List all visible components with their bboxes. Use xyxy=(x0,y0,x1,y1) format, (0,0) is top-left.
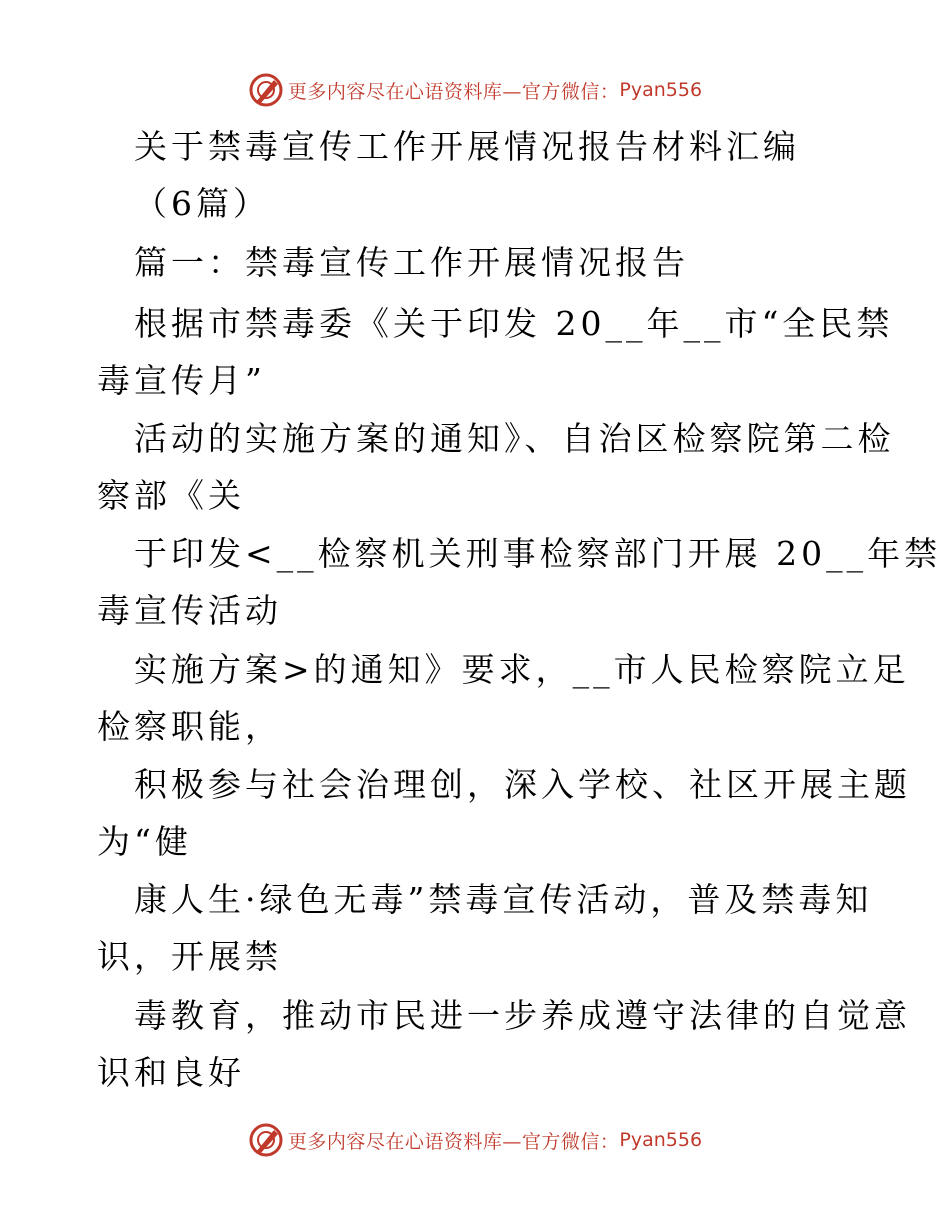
text-line: 检察职能， xyxy=(97,707,282,746)
text-line: 康人生·绿色无毒”禁毒宣传活动，普及禁毒知 xyxy=(134,880,873,919)
pen-logo-icon xyxy=(248,1122,284,1158)
text-line: 于印发<__检察机关刑事检察部门开展 20__年禁 xyxy=(134,534,942,573)
banner-wechat-id: Pyan556 xyxy=(619,79,703,101)
banner-wechat-id: Pyan556 xyxy=(619,1129,703,1151)
text-line: 实施方案>的通知》要求，__市人民检察院立足 xyxy=(134,650,910,689)
document-title: 关于禁毒宣传工作开展情况报告材料汇编 xyxy=(134,127,800,166)
banner-text: 更多内容尽在心语资料库—官方微信： xyxy=(287,80,620,103)
text-line: 活动的实施方案的通知》、自治区检察院第二检 xyxy=(134,419,895,458)
text-line: 识，开展禁 xyxy=(97,937,282,976)
footer-watermark-banner xyxy=(0,1120,950,1160)
text-line: 识和良好 xyxy=(97,1053,245,1092)
header-watermark-banner xyxy=(0,70,950,110)
section-heading: 篇一：禁毒宣传工作开展情况报告 xyxy=(134,243,689,282)
text-line: 察部《关 xyxy=(97,476,245,515)
text-line: 毒教育，推动市民进一步养成遵守法律的自觉意 xyxy=(134,996,911,1035)
text-line: 根据市禁毒委《关于印发 20__年__市“全民禁 xyxy=(134,304,894,343)
banner-text: 更多内容尽在心语资料库—官方微信： xyxy=(287,1130,620,1153)
text-line: 毒宣传活动 xyxy=(97,591,282,630)
text-line: 毒宣传月” xyxy=(97,361,266,400)
text-line: 积极参与社会治理创，深入学校、社区开展主题 xyxy=(134,765,911,804)
text-line: 为“健 xyxy=(97,822,192,861)
document-subtitle: （6篇） xyxy=(134,184,270,223)
pen-logo-icon xyxy=(248,72,284,108)
